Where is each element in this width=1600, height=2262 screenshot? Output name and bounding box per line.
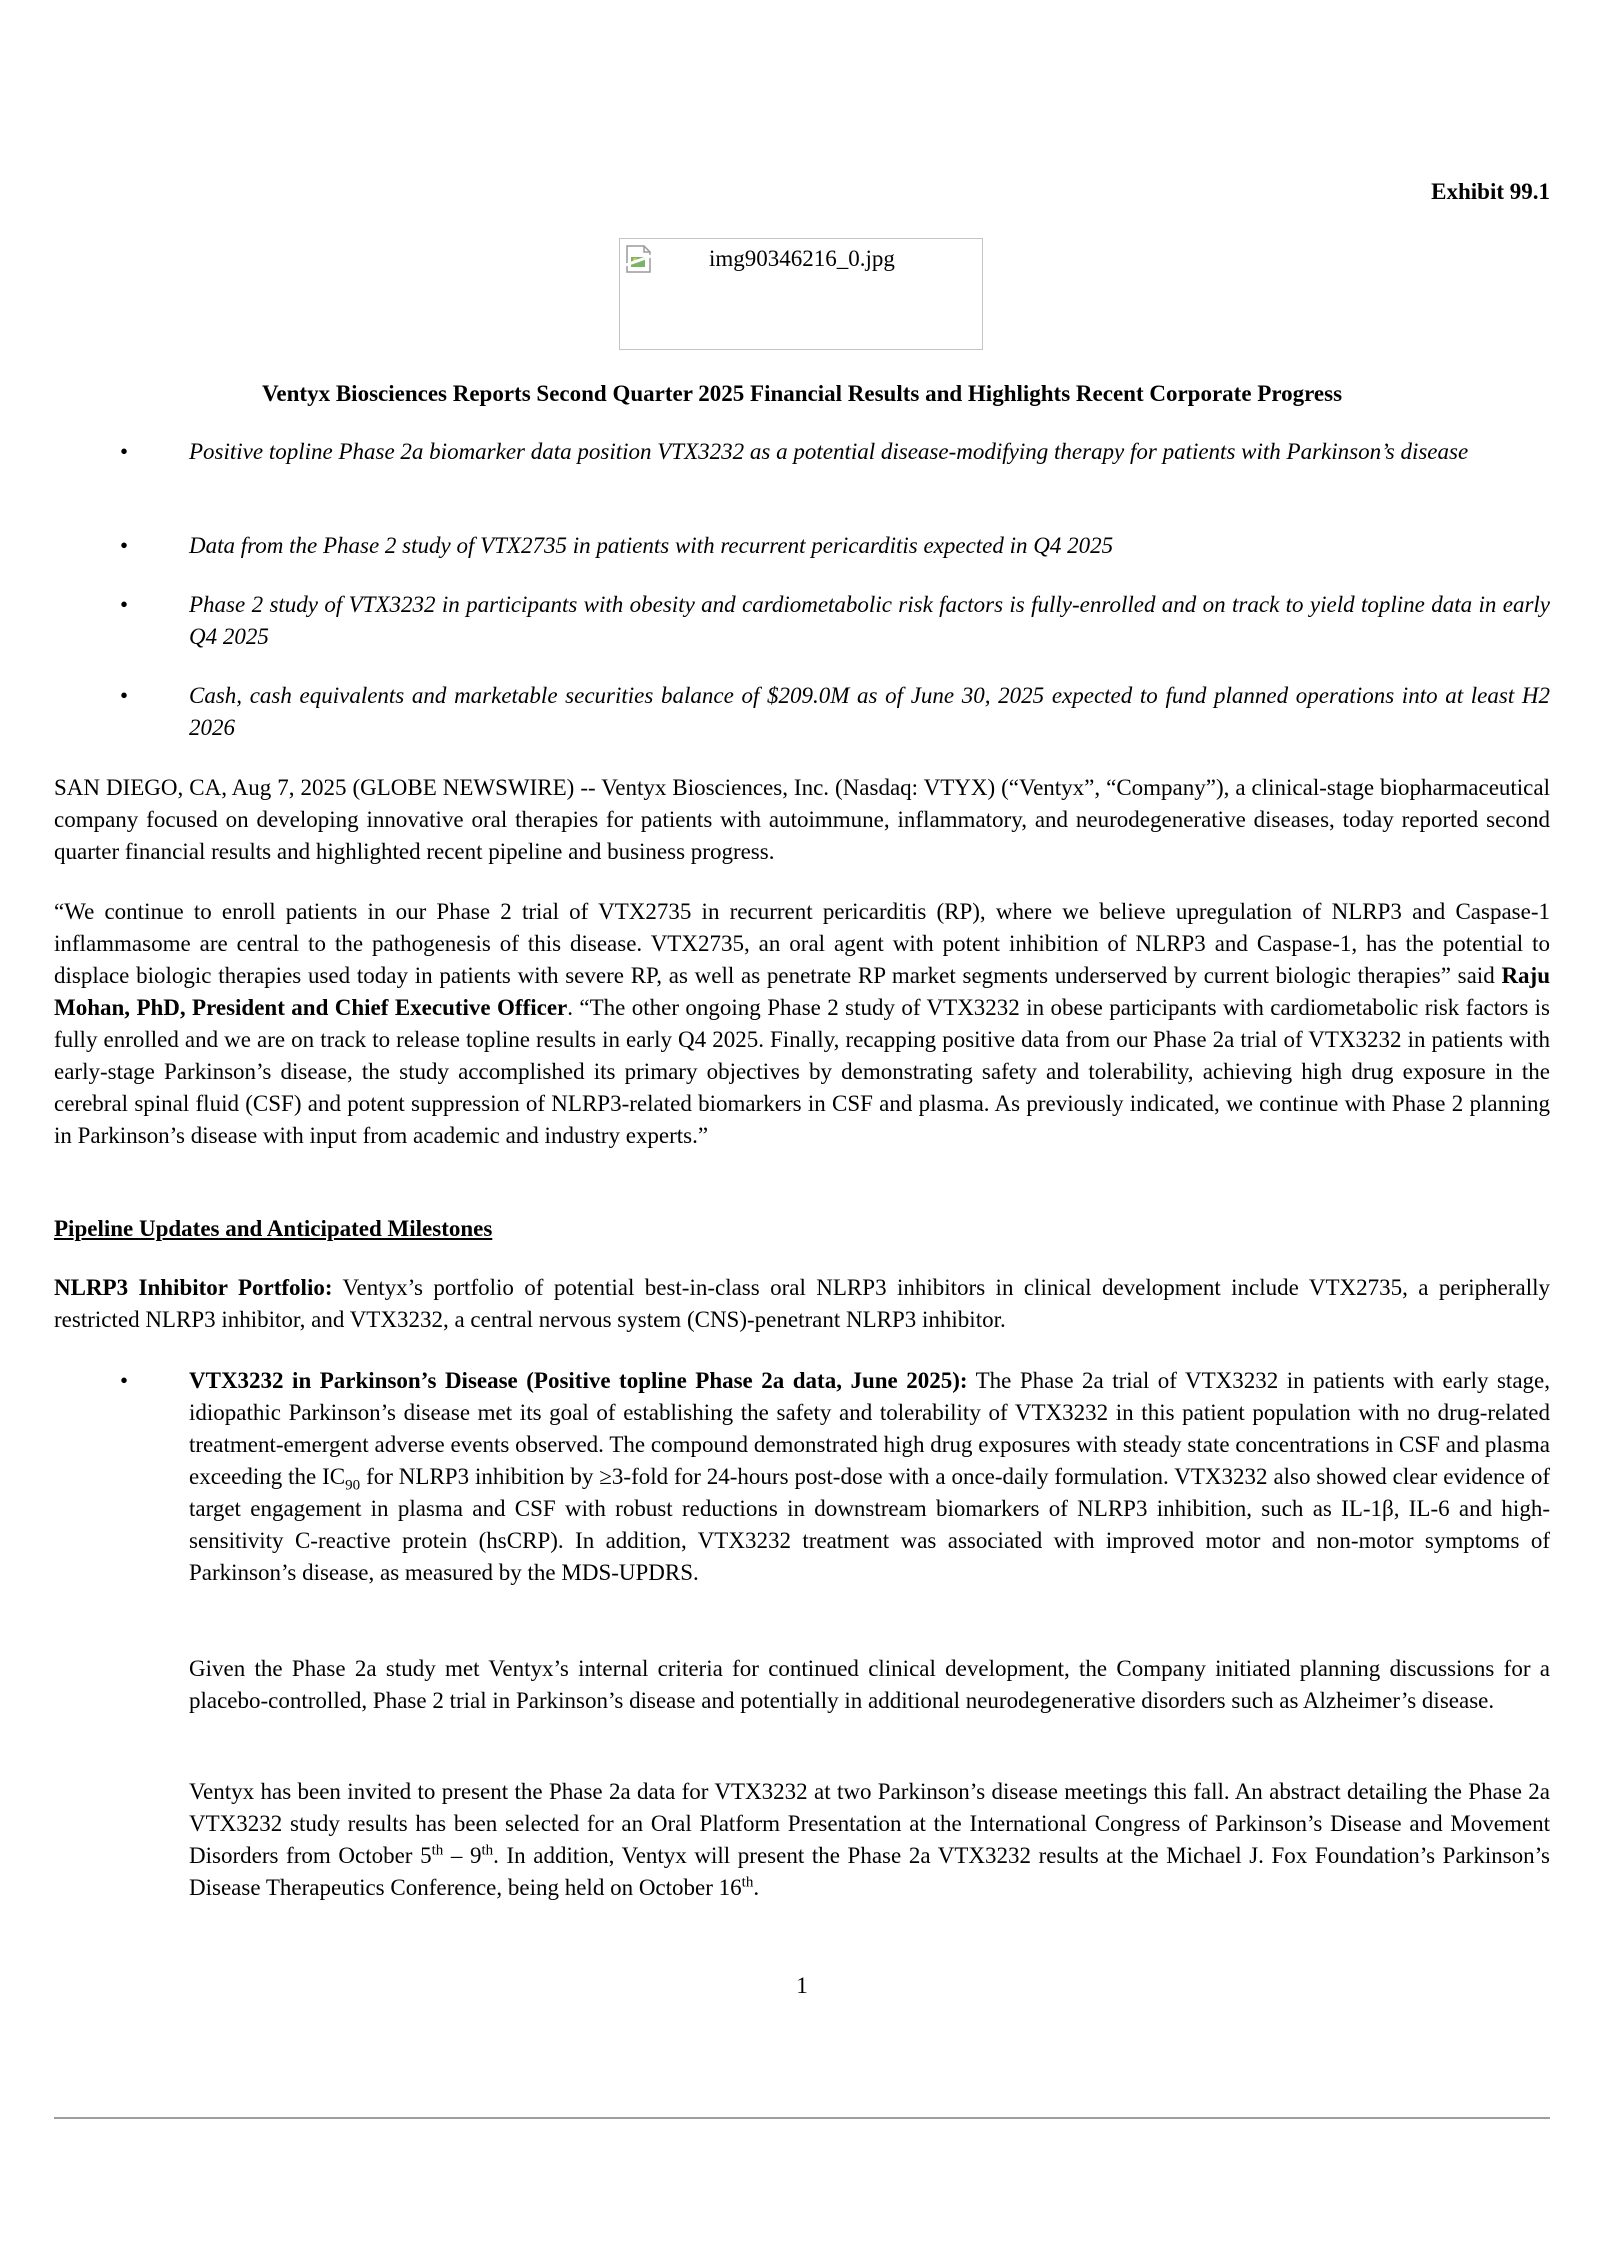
quote-text: “We continue to enroll patients in our Phase 2 trial of VTX2735 in recurrent pericarditis (RP), where we believe upregulation of NLRP3 and Caspase-1 inflammasome are central to the pathogenesis of this disease. VTX2735, an oral agent with potent inhibition of NLRP3 and Caspase-1, has the potential to displace biologic therapies used today in patients with severe RP, as well as penetrate RP market segments underserved by current biologic therapies” said xyxy=(54,899,1550,988)
highlight-item xyxy=(54,436,1550,468)
vtx3232-text: The Phase 2a trial of VTX3232 in patients with early stage, idiopathic Parkinson’s disease met its goal of establishing the safety and tolerability of VTX3232 in this patient population with no drug-related treatment-emergent adverse events observed. The compound demonstrated high drug exposures with steady state concentrations in CSF and plasma exceeding the IC xyxy=(189,1368,1550,1489)
planning-paragraph: Given the Phase 2a study met Ventyx’s internal criteria for continued clinical development, the Company initiated planning discussions for a placebo-controlled, Phase 2 trial in Parkinson’s disease and potentially in additional neurodegenerative disorders such as Alzheimer’s disease. xyxy=(189,1656,1550,1713)
page-number: 1 xyxy=(796,1973,808,1998)
bullet-icon: • xyxy=(120,592,129,617)
highlight-item xyxy=(54,530,1550,562)
meetings-paragraph xyxy=(189,1776,1550,1904)
vtx3232-item xyxy=(54,1365,1550,1589)
section-heading: Pipeline Updates and Anticipated Milestones xyxy=(54,1216,493,1241)
broken-image-icon xyxy=(624,243,656,275)
bullet-icon: • xyxy=(120,683,129,708)
highlight-text: Cash, cash equivalents and marketable securities balance of $209.0M as of June 30, 2025 expected to fund planned operations into at least H2 2026 xyxy=(189,683,1550,740)
meetings-text: . In addition, Ventyx will present the Phase 2a VTX3232 results at the Michael J. Fox Foundation’s Parkinson’s Disease Therapeutics Conference, being held on October 16 xyxy=(189,1843,1551,1900)
quote-speaker: Raju Mohan, PhD, President and Chief Executive Officer xyxy=(54,963,1550,1020)
vtx3232-label: VTX3232 in Parkinson’s Disease (Positive topline Phase 2a data, June 2025): xyxy=(189,1368,968,1393)
meetings-text: . xyxy=(753,1875,760,1900)
highlight-text: Data from the Phase 2 study of VTX2735 in patients with recurrent pericarditis expected in Q4 2025 xyxy=(189,533,1114,558)
vtx3232-text-continued: for NLRP3 inhibition by ≥3-fold for 24-hours post-dose with a once-daily formulation. VTX3232 also showed clear evidence of target engagement in plasma and CSF with robust reductions in downstream biomarkers of NLRP3 inhibition, such as IL-1β, IL-6 and high-sensitivity C-reactive protein (hsCRP). In addition, VTX3232 treatment was associated with improved motor and non-motor symptoms of Parkinson’s disease, as measured by the MDS-UPDRS. xyxy=(189,1464,1550,1585)
highlight-item xyxy=(54,680,1550,744)
portfolio-paragraph xyxy=(54,1272,1550,1336)
bullet-icon: • xyxy=(120,533,129,558)
highlight-text: Positive topline Phase 2a biomarker data position VTX3232 as a potential disease-modifying therapy for patients with Parkinson’s disease xyxy=(189,439,1469,464)
ordinal-superscript: th xyxy=(481,1842,494,1859)
vtx3232-paragraph xyxy=(189,1365,1550,1589)
meetings-text: Ventyx has been invited to present the Phase 2a data for VTX3232 at two Parkinson’s disease meetings this fall. An abstract detailing the Phase 2a VTX3232 study results has been selected for an Oral Platform Presentation at the International Congress of Parkinson’s Disease and Movement Disorders from October 5 xyxy=(189,1779,1550,1868)
company-logo-placeholder xyxy=(619,238,983,350)
press-release-title: Ventyx Biosciences Reports Second Quarter 2025 Financial Results and Highlights Recent Corporate Progress xyxy=(261,381,1343,406)
ordinal-superscript: th xyxy=(741,1874,754,1891)
intro-paragraph: SAN DIEGO, CA, Aug 7, 2025 (GLOBE NEWSWIRE) -- Ventyx Biosciences, Inc. (Nasdaq: VTYX) (“Ventyx”, “Company”), a clinical-stage biopharmaceutical company focused on developing innovative oral therapies for patients with autoimmune, inflammatory, and neurodegenerative diseases, today reported second quarter financial results and highlighted recent pipeline and business progress. xyxy=(54,775,1550,864)
bullet-icon: • xyxy=(120,1368,129,1393)
ic90-subscript: 90 xyxy=(345,1477,361,1494)
meetings-text: – 9 xyxy=(443,1843,482,1868)
logo-alt-text: img90346216_0.jpg xyxy=(709,246,895,271)
page-divider xyxy=(54,2117,1550,2119)
quote-text-continued: . “The other ongoing Phase 2 study of VTX3232 in obese participants with cardiometabolic risk factors is fully enrolled and we are on track to release topline results in early Q4 2025. Finally, recapping positive data from our Phase 2a trial of VTX3232 in patients with early-stage Parkinson’s disease, the study accomplished its primary objectives by demonstrating safety and tolerability, achieving high drug exposure in the cerebral spinal fluid (CSF) and potent suppression of NLRP3-related biomarkers in CSF and plasma. As previously indicated, we continue with Phase 2 planning in Parkinson’s disease with input from academic and industry experts.” xyxy=(54,995,1551,1148)
portfolio-text: Ventyx’s portfolio of potential best-in-class oral NLRP3 inhibitors in clinical development include VTX2735, a peripherally restricted NLRP3 inhibitor, and VTX3232, a central nervous system (CNS)-penetrant NLRP3 inhibitor. xyxy=(54,1275,1550,1332)
bullet-icon: • xyxy=(120,439,129,464)
highlight-item xyxy=(54,589,1550,653)
ceo-quote-paragraph xyxy=(54,896,1550,1152)
portfolio-label: NLRP3 Inhibitor Portfolio: xyxy=(54,1275,333,1300)
ordinal-superscript: th xyxy=(431,1842,444,1859)
highlight-text: Phase 2 study of VTX3232 in participants with obesity and cardiometabolic risk factors is fully-enrolled and on track to yield topline data in early Q4 2025 xyxy=(189,592,1550,649)
exhibit-label: Exhibit 99.1 xyxy=(1431,179,1550,204)
